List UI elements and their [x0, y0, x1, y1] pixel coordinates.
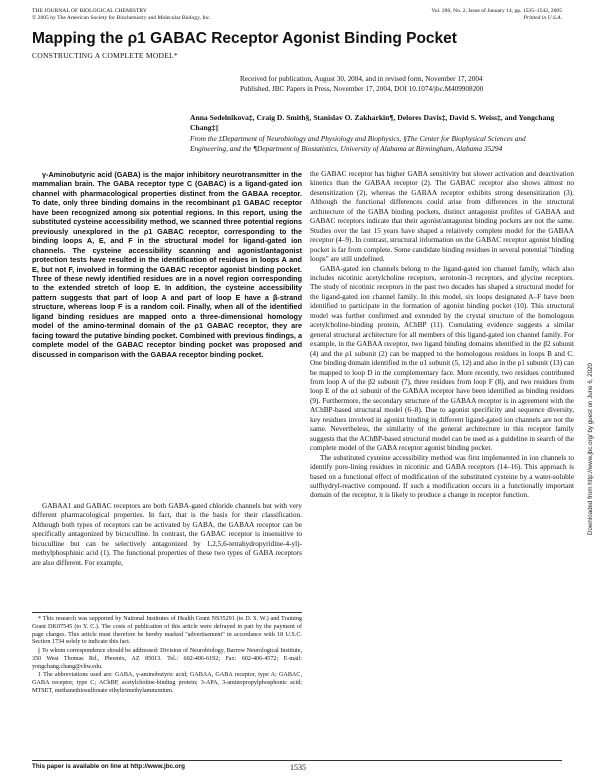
funding-footnote: * This research was supported by National Institutes of Health Grant NS35291 (to D. S. W.) and Training Grant DK07545 (to Y. C.). The costs of publication of this article were defrayed in part by the payment of page charges. This article must therefore be hereby marked "advertisement" in accordance with 18 U.S.C. Section 1734 solely to indicate this fact.: [32, 616, 302, 646]
body-paragraph: GABA-gated ion channels belong to the ligand-gated ion channel family, which also includes nicotinic acetylcholine receptors, serotonin-3 receptors, and glycine receptors. The study of nicotinic receptors in the past two decades has shaped a structural model for the ligand-gated ion channel family. In this model, six loops designated A–F have been identified to participate in the formation of agonist binding pocket (10). This structural model was further confirmed and extended by the crystal structure of the homologous acetylcholine-binding protein, AChBP (11). Cumulating evidence suggests a similar general structural architecture for all members of this ligand-gated ion channel family. For example, in the GABAA receptor, two ligand binding domains identified in the β2 subunit (4) and the ρ1 subunit (2) can be mapped to the homologous residues in loops B and C. One binding domain identified in the α1 subunit (5, 12) and also in the ρ1 subunit (13) can be mapped to loop D in the complementary face. More recently, two residues contributed from loop A of the β2 subunit (7), three residues from loop F (8), and two residues from loop E of the α1 subunit of the GABAA receptor have been identified as binding residues (9). Furthermore, the secondary structure of the GABAA receptor is in agreement with the AChBP-based structural model (6–8). Due to agonist specificity and sequence diversity, key residues involved in agonist binding in different ligand-gated ion channels are not the same. Nevertheless, the similarity of the general architecture in this receptor family suggests that the AChBP-based structural model can be used as a guideline in search of the complete model of the GABA receptor agonist binding pocket.: [310, 264, 574, 453]
intro-paragraph: GABAA1 and GABAC receptors are both GABA-gated chloride channels but with very different pharmacological properties. In fact, that is the basis for their classification. Although both types of receptors can be activated by GABA, the GABAA receptor can be specifically antagonized by bicuculline. In contrast, the GABAC receptor is insensitive to bicuculline but can be selectively antagonized by 1,2,5,6-tetrahydropyridine-4-yl)-methylphosphinic acid (1). The functional properties of these two types of GABA receptors are also different. For example,: [32, 502, 302, 567]
author-list: Anna Sedelnikova‡, Craig D. Smith§, Stanislav O. Zakharkin¶, Delores Davis‡, David S. Weiss‡, and Yongchang Chang‡||: [190, 113, 555, 132]
published-date: Published, JBC Papers in Press, November 17, 2004, DOI 10.1074/jbc.M409908200: [240, 84, 484, 93]
download-notice: Downloaded from http://www.jbc.org/ by guest on June 6, 2020: [587, 363, 594, 535]
printed-in: Printed in U.S.A.: [523, 15, 562, 21]
running-header: [32, 8, 562, 22]
article-subtitle: CONSTRUCTING A COMPLETE MODEL*: [32, 51, 178, 60]
footer-divider: [32, 760, 562, 761]
abstract: γ-Aminobutyric acid (GABA) is the major inhibitory neurotransmitter in the mammalian brain. The GABA receptor type C (GABAC) is a ligand-gated ion channel with pharmacological properties distinct from the GABAA receptor. To date, only three binding domains in the recombinant ρ1 GABAC receptor have been recognized among six potential regions. In this report, using the substituted cysteine accessibility method, we scanned three potential regions previously unexplored in the ρ1 GABAC receptor, corresponding to the binding loops A, E, and F in the structural model for ligand-gated ion channels. The cysteine accessibility scanning and agonist/antagonist protection tests have resulted in the identification of residues in loops A and E, but not F, involved in forming the GABAC receptor agonist binding pocket. Three of these newly identified residues are in a novel region corresponding to the extended stretch of loop E. In addition, the cysteine accessibility pattern suggests that part of loop A and part of loop E have a β-strand structure, whereas loop F is a random coil. Finally, when all of the identified ligand binding residues are mapped onto a three-dimensional homology model of the amino-terminal domain of the ρ1 GABAC receptor, they are facing toward the putative binding pocket. Combined with previous findings, a complete model of the GABAC receptor binding pocket was proposed and discussed in comparison with the GABAA receptor binding pocket.: [32, 170, 302, 359]
publication-dates: [240, 75, 560, 94]
abbreviations-footnote: 1 The abbreviations used are: GABA, γ-aminobutyric acid; GABAA, GABA receptor, type A; GABAC, GABA receptor, type C; AChBP, acetylcholine-binding protein; 3-APA, 3-aminopropylphosphonic acid; MTSET, methanethiosulfonate ethyltrimethylammonium.: [32, 672, 302, 694]
journal-name: THE JOURNAL OF BIOLOGICAL CHEMISTRY: [32, 8, 147, 14]
body-paragraph: The substituted cysteine accessibility method was first implemented in ion channels to identify pore-lining residues in nicotinic and GABA receptors (14–16). This approach is based on a functional effect of modification of the substituted cysteine by a water-soluble sulfhydryl-reactive compound. If such a modification occurs in a functionally important domain of the receptor, it is likely to produce a change in receptor function.: [310, 453, 574, 500]
footnotes: [32, 612, 302, 697]
online-availability[interactable]: This paper is available on line at http://www.jbc.org: [32, 763, 186, 770]
affiliation: From the ‡Department of Neurobiology and Physiology and Biophysics, §The Center for Biophysical Sciences and Engineering, and the ¶Department of Biostatistics, University of Alabama at Birmingham, Alabama 35294: [190, 134, 526, 153]
article-title: Mapping the ρ1 GABAC Receptor Agonist Binding Pocket: [32, 30, 457, 47]
copyright: © 2005 by The American Society for Biochemistry and Molecular Biology, Inc.: [32, 15, 211, 21]
right-column: [310, 170, 574, 501]
download-watermark: [587, 235, 597, 535]
body-paragraph: the GABAC receptor has higher GABA sensitivity but slower activation and deactivation kinetics than the GABAA receptor (2). The GABAC receptor also shows almost no desensitization (2), whereas the GABAA receptor exhibits strong desensitization (3). Although the functional differences could arise from differences in the structural architecture of the GABA binding pockets, distinct antagonist profiles of GABAA and GABAC receptors indicate that their agonist/antagonist binding pockets are not the same. Studies over the last 15 years have shaped a relatively complete model for the GABAA receptor (4–9). In contrast, structural information on the GABAC receptor agonist binding pocket is far from complete. Some candidate binding residues in several potential "binding loops" are still undefined.: [310, 170, 574, 264]
page-number: 1535: [290, 763, 306, 772]
volume-info: Vol. 280, No. 2, Issue of January 14, pp. 1535–1542, 2005: [431, 8, 562, 14]
received-date: Received for publication, August 30, 2004, and in revised form, November 17, 2004: [240, 75, 483, 83]
correspondence-footnote: || To whom correspondence should be addressed: Division of Neurobiology, Barrow Neurological Institute, 350 West Thomas Rd., Phoenix, AZ 85013. Tel.: 602-406-6192; Fax: 602-406-4572; E-mail: yongchang.chang@chw.edu.: [32, 648, 302, 670]
